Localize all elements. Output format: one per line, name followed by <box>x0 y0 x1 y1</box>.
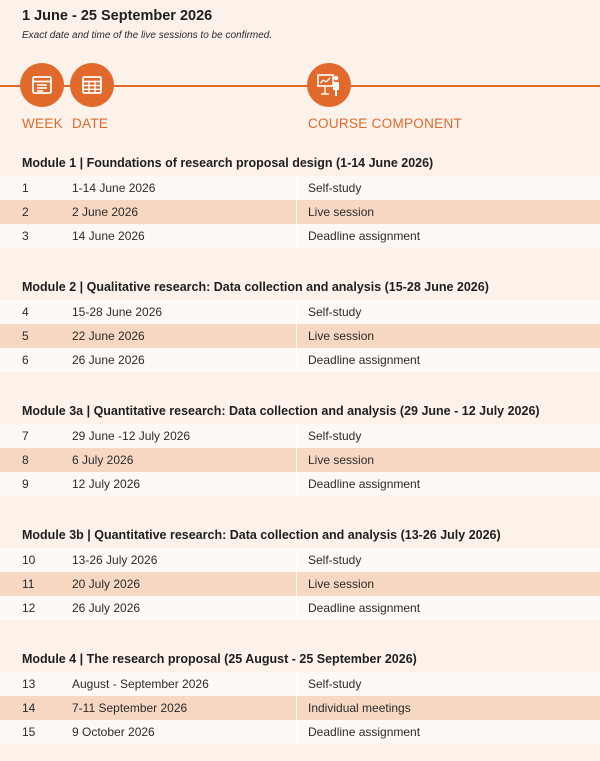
module-title: Module 2 | Qualitative research: Data collection and analysis (15-28 June 2026) <box>0 274 600 300</box>
date-cell: 1-14 June 2026 <box>72 181 156 195</box>
table-row <box>0 472 600 496</box>
week-cell: 14 <box>22 701 36 715</box>
date-cell: 14 June 2026 <box>72 229 145 243</box>
component-cell: Deadline assignment <box>308 725 421 739</box>
page-subtitle: Exact date and time of the live sessions to be confirmed. <box>22 30 273 41</box>
column-header-component: COURSE COMPONENT <box>308 116 463 131</box>
table-row <box>0 224 600 248</box>
date-cell: 12 July 2026 <box>72 477 141 491</box>
week-cell: 7 <box>22 429 29 443</box>
week-cell: 8 <box>22 453 29 467</box>
module-2 <box>0 274 600 372</box>
date-cell: 22 June 2026 <box>72 329 145 343</box>
date-cell: 20 July 2026 <box>72 577 141 591</box>
table-row <box>0 176 600 200</box>
module-title: Module 3b | Quantitative research: Data collection and analysis (13-26 July 2026) <box>0 522 600 548</box>
table-row <box>0 324 600 348</box>
week-cell: 3 <box>22 229 29 243</box>
week-cell: 15 <box>22 725 36 739</box>
module-4 <box>0 646 600 744</box>
component-cell: Live session <box>308 205 375 219</box>
column-header-week: WEEK <box>22 116 63 131</box>
date-cell: 6 July 2026 <box>72 453 134 467</box>
date-cell: 13-26 July 2026 <box>72 553 158 567</box>
component-cell: Self-study <box>308 305 362 319</box>
date-cell: 15-28 June 2026 <box>72 305 163 319</box>
week-cell: 10 <box>22 553 36 567</box>
table-row <box>0 348 600 372</box>
module-title: Module 4 | The research proposal (25 August - 25 September 2026) <box>0 646 600 672</box>
table-row <box>0 424 600 448</box>
component-cell: Deadline assignment <box>308 229 421 243</box>
page-title: 1 June - 25 September 2026 <box>22 8 213 24</box>
module-title: Module 3a | Quantitative research: Data collection and analysis (29 June - 12 July 2026) <box>0 398 600 424</box>
component-cell: Self-study <box>308 677 362 691</box>
module-1 <box>0 150 600 248</box>
table-row <box>0 200 600 224</box>
date-cell: 7-11 September 2026 <box>72 701 188 715</box>
week-cell: 2 <box>22 205 29 219</box>
module-3a <box>0 398 600 496</box>
date-cell: 26 June 2026 <box>72 353 145 367</box>
date-cell: 29 June -12 July 2026 <box>72 429 191 443</box>
component-cell: Deadline assignment <box>308 477 421 491</box>
date-cell: 9 October 2026 <box>72 725 155 739</box>
component-cell: Self-study <box>308 181 362 195</box>
week-cell: 9 <box>22 477 29 491</box>
component-cell: Live session <box>308 577 375 591</box>
presenter-board-icon <box>307 63 351 107</box>
component-cell: Self-study <box>308 553 362 567</box>
component-cell: Deadline assignment <box>308 601 421 615</box>
week-cell: 11 <box>22 577 35 591</box>
week-cell: 5 <box>22 329 29 343</box>
table-row <box>0 672 600 696</box>
date-cell: 2 June 2026 <box>72 205 139 219</box>
table-row <box>0 720 600 744</box>
table-row <box>0 300 600 324</box>
component-cell: Self-study <box>308 429 362 443</box>
component-cell: Deadline assignment <box>308 353 421 367</box>
date-cell: 26 July 2026 <box>72 601 141 615</box>
column-header-date: DATE <box>72 116 109 131</box>
component-cell: Individual meetings <box>308 701 411 715</box>
module-list <box>0 150 600 761</box>
table-row <box>0 448 600 472</box>
date-cell: August - September 2026 <box>72 677 209 691</box>
component-cell: Live session <box>308 329 375 343</box>
table-row <box>0 596 600 620</box>
week-cell: 12 <box>22 601 36 615</box>
table-row <box>0 548 600 572</box>
week-cell: 13 <box>22 677 36 691</box>
table-row <box>0 572 600 596</box>
table-row <box>0 696 600 720</box>
week-cell: 4 <box>22 305 29 319</box>
date-grid-icon <box>70 63 114 107</box>
week-cell: 6 <box>22 353 29 367</box>
module-3b <box>0 522 600 620</box>
module-title: Module 1 | Foundations of research proposal design (1-14 June 2026) <box>0 150 600 176</box>
week-calendar-icon <box>20 63 64 107</box>
week-cell: 1 <box>22 181 29 195</box>
component-cell: Live session <box>308 453 375 467</box>
